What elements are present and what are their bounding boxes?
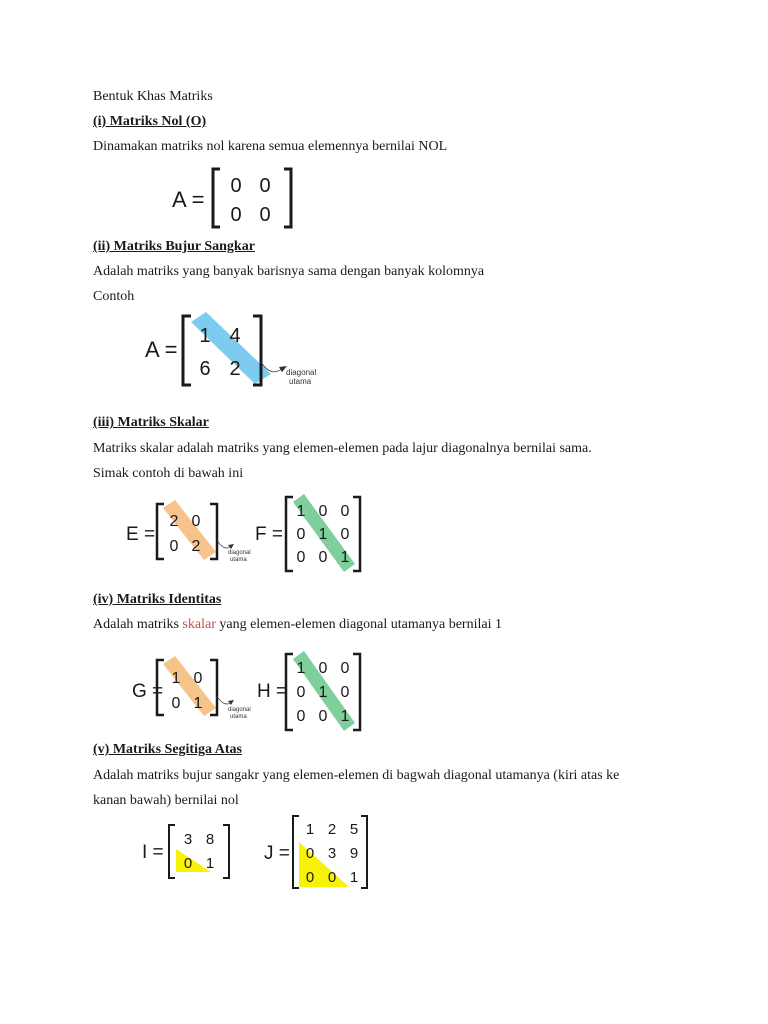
matrix-label: H = bbox=[257, 681, 288, 702]
matrix-cell: 1 bbox=[305, 821, 315, 838]
left-bracket bbox=[286, 497, 293, 571]
diagonal-note: utama bbox=[230, 714, 247, 720]
diagonal-note: utama bbox=[289, 377, 312, 386]
matrix-f bbox=[253, 494, 368, 574]
left-bracket bbox=[293, 816, 299, 888]
skalar-link[interactable]: skalar bbox=[182, 617, 216, 632]
matrix-cell: 1 bbox=[318, 526, 328, 543]
matrix-cell: 0 bbox=[296, 684, 306, 701]
matrix-cell: 5 bbox=[349, 821, 359, 838]
matrix-a-square bbox=[143, 312, 317, 392]
paragraph-matriks-nol: Dinamakan matriks nol karena semua elemennya bernilai NOL bbox=[93, 139, 448, 154]
left-bracket bbox=[157, 504, 164, 559]
page-title: Bentuk Khas Matriks bbox=[93, 89, 213, 104]
matrix-j bbox=[262, 814, 374, 890]
matrix-cell: 1 bbox=[340, 708, 350, 725]
paragraph-bujur-sangkar: Adalah matriks yang banyak barisnya sama dengan banyak kolomnya bbox=[93, 264, 485, 279]
matrix-cell: 0 bbox=[259, 204, 271, 226]
left-bracket bbox=[183, 316, 191, 385]
matrix-cell: 1 bbox=[349, 869, 359, 886]
matrix-cell: 0 bbox=[318, 549, 328, 566]
matrix-label: E = bbox=[126, 524, 156, 545]
matrix-cell: 0 bbox=[318, 660, 328, 677]
diagonal-note: diagonal bbox=[228, 550, 251, 556]
matrix-label: J = bbox=[264, 843, 290, 864]
matrix-cell: 0 bbox=[191, 513, 201, 530]
matrix-cell: 2 bbox=[327, 821, 337, 838]
matrix-cell: 0 bbox=[171, 695, 181, 712]
left-bracket bbox=[169, 825, 175, 878]
matrix-cell: 0 bbox=[318, 708, 328, 725]
matrix-cell: 3 bbox=[327, 845, 337, 862]
matrix-cell: 3 bbox=[183, 831, 193, 848]
matrix-cell: 1 bbox=[205, 855, 215, 872]
matrix-label: A = bbox=[172, 187, 205, 212]
heading-segitiga-atas: (v) Matriks Segitiga Atas bbox=[93, 742, 242, 757]
heading-matriks-nol: (i) Matriks Nol (O) bbox=[93, 114, 207, 129]
matrix-cell: 0 bbox=[340, 660, 350, 677]
right-bracket bbox=[223, 825, 229, 878]
heading-skalar: (iii) Matriks Skalar bbox=[93, 415, 209, 430]
matrix-label: G = bbox=[132, 681, 164, 702]
matrix-i bbox=[140, 823, 240, 881]
matrix-cell: 8 bbox=[205, 831, 215, 848]
matrix-cell: 0 bbox=[327, 869, 337, 886]
paragraph-contoh: Contoh bbox=[93, 289, 135, 304]
matrix-cell: 0 bbox=[230, 204, 242, 226]
matrix-cell: 0 bbox=[305, 845, 315, 862]
matrix-cell: 2 bbox=[169, 513, 179, 530]
matrix-cell: 0 bbox=[230, 175, 242, 197]
heading-identitas: (iv) Matriks Identitas bbox=[93, 592, 222, 607]
matrix-cell: 0 bbox=[340, 526, 350, 543]
text-before: Adalah matriks bbox=[93, 617, 183, 632]
diagonal-note: diagonal bbox=[286, 368, 317, 377]
matrix-cell: 0 bbox=[296, 526, 306, 543]
matrix-cell: 1 bbox=[318, 684, 328, 701]
matrix-label: A = bbox=[145, 337, 178, 362]
matrix-cell: 2 bbox=[229, 358, 241, 380]
matrix-cell: 0 bbox=[318, 503, 328, 520]
matrix-cell: 1 bbox=[340, 549, 350, 566]
paragraph-segitiga-1: Adalah matriks bujur sangakr yang elemen-elemen di bagwah diagonal utamanya (kiri atas ke bbox=[93, 768, 620, 783]
matrix-cell: 0 bbox=[183, 855, 193, 872]
paragraph-segitiga-2: kanan bawah) bernilai nol bbox=[93, 793, 239, 808]
matrix-cell: 1 bbox=[193, 695, 203, 712]
left-bracket bbox=[286, 654, 293, 730]
matrix-cell: 4 bbox=[229, 325, 241, 347]
matrix-cell: 0 bbox=[169, 538, 179, 555]
diagonal-note: diagonal bbox=[228, 707, 251, 713]
heading-bujur-sangkar: (ii) Matriks Bujur Sangkar bbox=[93, 239, 255, 254]
matrix-cell: 6 bbox=[199, 358, 211, 380]
matrix-cell: 1 bbox=[171, 670, 181, 687]
matrix-cell: 1 bbox=[199, 325, 211, 347]
matrix-cell: 1 bbox=[296, 503, 306, 520]
matrix-cell: 0 bbox=[340, 503, 350, 520]
note-arrowhead bbox=[228, 700, 234, 705]
matrix-e bbox=[124, 500, 264, 568]
right-bracket bbox=[284, 169, 291, 227]
left-bracket bbox=[213, 169, 220, 227]
note-arrowhead bbox=[228, 544, 234, 549]
right-bracket bbox=[353, 497, 360, 571]
matrix-cell: 0 bbox=[296, 708, 306, 725]
paragraph-skalar: Matriks skalar adalah matriks yang elemen-elemen pada lajur diagonalnya bernilai sama. bbox=[93, 441, 592, 456]
text-after: yang elemen-elemen diagonal utamanya bernilai 1 bbox=[215, 617, 502, 632]
right-bracket bbox=[353, 654, 360, 730]
matrix-label: F = bbox=[255, 524, 283, 545]
matrix-cell: 0 bbox=[193, 670, 203, 687]
matrix-label: I = bbox=[142, 842, 164, 863]
paragraph-identitas bbox=[93, 616, 502, 634]
matrix-a-zero bbox=[170, 165, 300, 231]
matrix-g bbox=[130, 656, 270, 724]
diagonal-note: utama bbox=[230, 557, 247, 563]
right-bracket bbox=[361, 816, 367, 888]
matrix-cell: 9 bbox=[349, 845, 359, 862]
matrix-cell: 0 bbox=[259, 175, 271, 197]
matrix-h bbox=[255, 651, 370, 733]
matrix-cell: 0 bbox=[305, 869, 315, 886]
matrix-cell: 2 bbox=[191, 538, 201, 555]
matrix-cell: 0 bbox=[296, 549, 306, 566]
matrix-cell: 0 bbox=[340, 684, 350, 701]
matrix-cell: 1 bbox=[296, 660, 306, 677]
paragraph-simak: Simak contoh di bawah ini bbox=[93, 466, 244, 481]
